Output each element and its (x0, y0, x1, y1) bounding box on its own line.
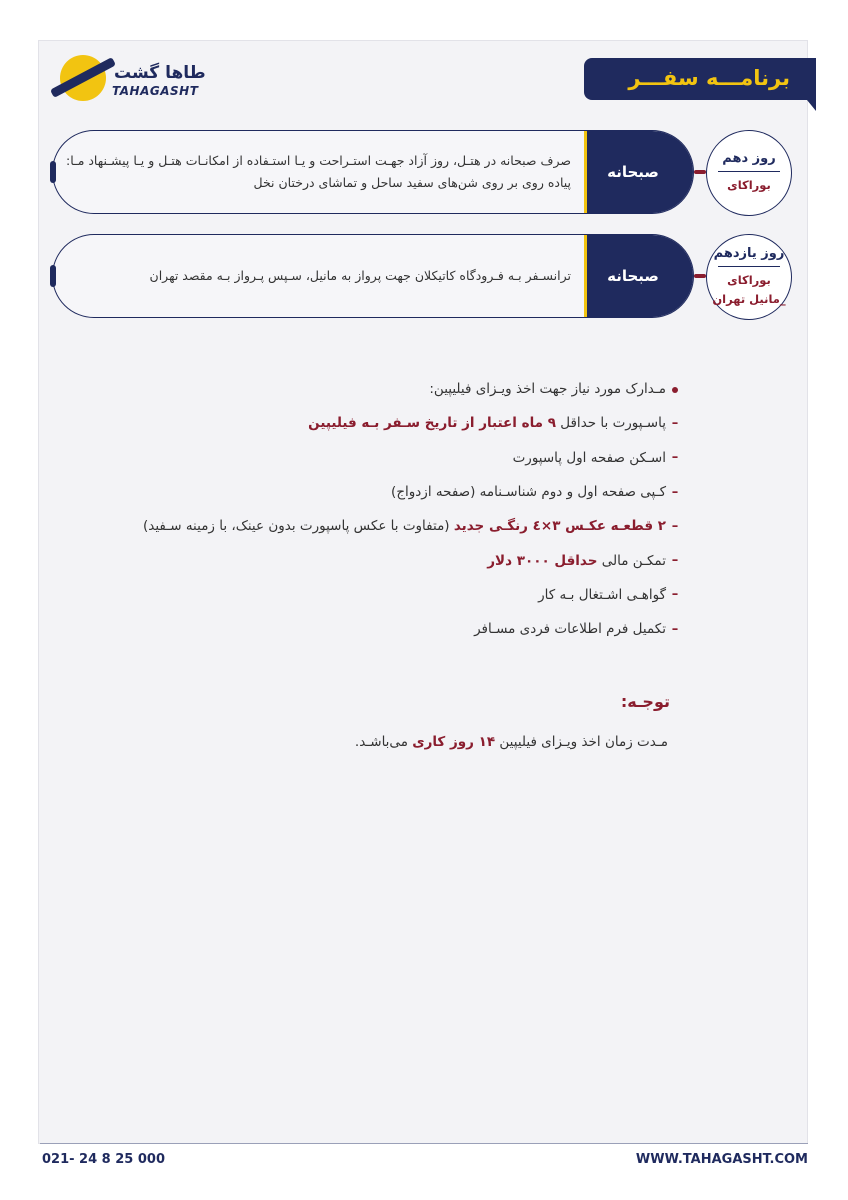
day-divider (718, 171, 780, 172)
day-row-11 (50, 234, 795, 320)
logo-text-fa: طاها گشت (114, 63, 206, 83)
day-circle (706, 130, 792, 216)
day-circle (706, 234, 792, 320)
title-banner (584, 58, 816, 100)
brand-logo[interactable] (50, 55, 206, 105)
pill-handle (50, 161, 56, 183)
pill-handle (50, 265, 56, 287)
dash-icon: – (671, 587, 679, 603)
day-place: بوراکای (727, 178, 771, 192)
dash-icon: – (671, 518, 679, 534)
logo-text-en: TAHAGASHT (112, 84, 199, 98)
connector-dash (694, 170, 706, 174)
bullet-icon (672, 387, 678, 393)
list-item: – کـپی صفحه اول و دوم شناسـنامه (صفحه ازدواج) (100, 475, 682, 509)
list-item: – ۲ قطعـه عکـس ۳×٤ رنگـی جدید (متفاوت با عکس پاسپورت بدون عینک، با زمینه سـفید) (100, 509, 682, 543)
day-divider (718, 266, 780, 267)
footer-phone[interactable]: 021- 24 8 25 000 (42, 1152, 165, 1167)
day-row-10 (50, 130, 795, 216)
meal-label: صبحانه (607, 163, 659, 181)
note-title: توجـه: (620, 692, 670, 711)
day-name: روز یازدهم (713, 245, 785, 261)
list-item: – پاسـپورت با حداقل ۹ ماه اعتبار از تاریخ سـفر بـه فیلیپین (100, 406, 682, 440)
list-item: – تکمیل فرم اطلاعات فردی مسـافر (100, 612, 682, 646)
meal-label: صبحانه (607, 267, 659, 285)
list-item: – گواهـی اشـتغال بـه کار (100, 578, 682, 612)
dash-icon: – (671, 415, 679, 431)
connector-dash (694, 274, 706, 278)
footer-divider (40, 1143, 808, 1144)
day-activity: صرف صبحانه در هتـل، روز آزاد جهـت استـراحت و یـا استـفاده از امکانـات هتـل و یـا پیشـنهاد مـا: پیاده روی بر روی شن‌های سفید ساحل و تماشای درختان نخل (66, 153, 571, 190)
page-title: برنامـــه سفـــر (628, 66, 790, 90)
requirements-list (100, 372, 682, 646)
day-pill (52, 130, 694, 214)
note-text: مـدت زمان اخذ ویـزای فیلیپین ۱۴ روز کاری می‌باشـد. (354, 734, 668, 750)
day-pill (52, 234, 694, 318)
meal-box (584, 131, 693, 213)
day-activity: ترانسـفر بـه فـرودگاه کاتیکلان جهت پرواز به مانیل، سـپس پـرواز بـه مقصد تهران (149, 268, 571, 283)
list-item: – تمکـن مالی حداقل ۳۰۰۰ دلار (100, 543, 682, 577)
day-name: روز دهم (722, 151, 776, 166)
list-item: – اسـکن صفحه اول پاسپورت (100, 441, 682, 475)
footer-website-link[interactable]: WWW.TAHAGASHT.COM (635, 1152, 808, 1167)
dash-icon: – (671, 450, 679, 466)
requirements-heading: مـدارک مورد نیاز جهت اخذ ویـزای فیلیپین: (100, 372, 682, 406)
dash-icon: – (671, 484, 679, 500)
dash-icon: – (671, 553, 679, 569)
meal-box (584, 235, 693, 317)
day-place: بوراکای _مانیل تهران (712, 272, 786, 306)
dash-icon: – (671, 621, 679, 637)
